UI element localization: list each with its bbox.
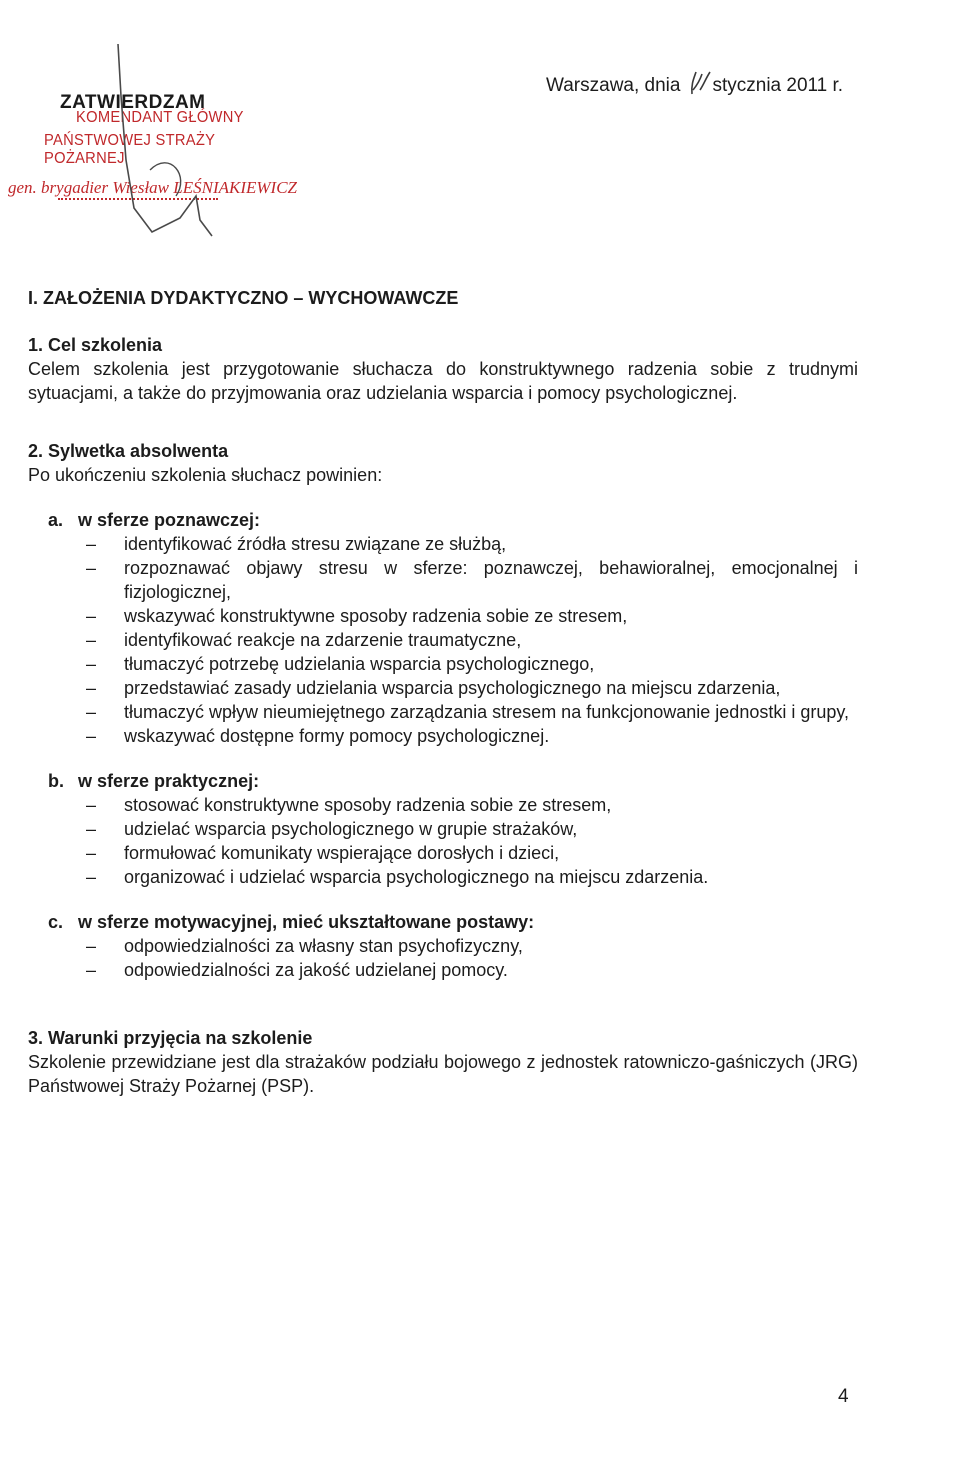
group-a-letter: a.	[48, 510, 64, 530]
list-item: – odpowiedzialności za jakość udzielanej pomocy.	[86, 958, 858, 982]
section-title: I. ZAŁOŻENIA DYDAKTYCZNO – WYCHOWAWCZE	[28, 288, 459, 308]
group-a-title: w sferze poznawczej:	[78, 510, 261, 530]
document-date	[546, 70, 843, 100]
group-b-letter: b.	[48, 771, 64, 791]
group-c-letter: c.	[48, 912, 64, 932]
list-item: – tłumaczyć potrzebę udzielania wsparcia psychologicznego,	[86, 652, 858, 676]
stamp-line-1: KOMENDANT GŁÓWNY	[76, 109, 244, 126]
group-b-title: w sferze praktycznej:	[78, 771, 260, 791]
list-item: – identyfikować źródła stresu związane ze służbą,	[86, 532, 858, 556]
date-suffix: stycznia 2011 r.	[712, 75, 844, 96]
group-c-heading	[48, 910, 858, 934]
stamp-signatory: gen. brygadier Wiesław LEŚNIAKIEWICZ	[8, 178, 297, 197]
list-item: – przedstawiać zasady udzielania wsparcia psychologicznego na miejscu zdarzenia,	[86, 676, 858, 700]
list-item: – stosować konstruktywne sposoby radzenia sobie ze stresem,	[86, 793, 858, 817]
subsection-3-text: Szkolenie przewidziane jest dla strażaków podziału bojowego z jednostek ratowniczo-gaśniczych (JRG) Państwowej Straży Pożarnej (PSP).	[28, 1052, 858, 1096]
list-item: – organizować i udzielać wsparcia psychologicznego na miejscu zdarzenia.	[86, 865, 858, 889]
competency-group-a	[48, 508, 858, 748]
subsection-1-text: Celem szkolenia jest przygotowanie słuchacza do konstruktywnego radzenia sobie z trudnymi sytuacjami, a także do przyjmowania oraz udzielania wsparcia i pomocy psychologicznej.	[28, 359, 858, 403]
subsection-3-title: 3. Warunki przyjęcia na szkolenie	[28, 1028, 313, 1048]
group-c-list	[48, 934, 858, 982]
approval-stamp	[6, 82, 306, 232]
list-item: – tłumaczyć wpływ nieumiejętnego zarządzania stresem na funkcjonowanie jednostki i grupy,	[86, 700, 858, 724]
subsection-1-title: 1. Cel szkolenia	[28, 335, 163, 355]
list-item: – rozpoznawać objawy stresu w sferze: poznawczej, behawioralnej, emocjonalnej i fizjologicznej,	[86, 556, 858, 604]
page-number: 4	[838, 1386, 849, 1407]
group-b-list	[48, 793, 858, 889]
list-item: – odpowiedzialności za własny stan psychofizyczny,	[86, 934, 858, 958]
subsection-2-intro: Po ukończeniu szkolenia słuchacz powinien:	[28, 465, 383, 485]
competency-group-c	[48, 910, 858, 982]
stamp-approve-text: ZATWIERDZAM	[60, 92, 206, 113]
list-item: – wskazywać dostępne formy pomocy psychologicznej.	[86, 724, 858, 748]
group-c-title: w sferze motywacyjnej, mieć ukształtowane postawy:	[78, 912, 535, 932]
document-body	[28, 286, 858, 1098]
subsection-2-title: 2. Sylwetka absolwenta	[28, 441, 229, 461]
stamp-dotted-line	[58, 198, 218, 200]
group-a-heading	[48, 508, 858, 532]
competency-group-b	[48, 769, 858, 889]
list-item: – wskazywać konstruktywne sposoby radzenia sobie ze stresem,	[86, 604, 858, 628]
date-prefix: Warszawa, dnia	[546, 75, 681, 96]
group-b-heading	[48, 769, 858, 793]
stamp-line-2: PAŃSTWOWEJ STRAŻY POŻARNEJ	[44, 132, 215, 167]
list-item: – udzielać wsparcia psychologicznego w grupie strażaków,	[86, 817, 858, 841]
date-day-handwritten	[680, 70, 712, 100]
list-item: – formułować komunikaty wspierające dorosłych i dzieci,	[86, 841, 858, 865]
group-a-list	[48, 532, 858, 748]
list-item: – identyfikować reakcje na zdarzenie traumatyczne,	[86, 628, 858, 652]
